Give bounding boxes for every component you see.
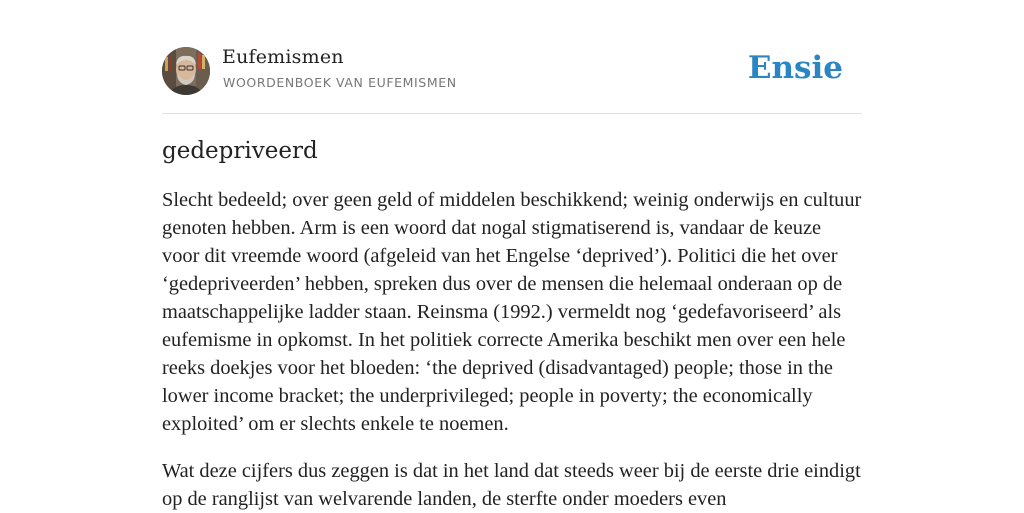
dictionary-subtitle[interactable]: WOORDENBOEK VAN EUFEMISMEN [223,75,457,90]
author-portrait-icon [162,47,210,95]
dictionary-title[interactable]: Eufemismen [222,46,344,68]
avatar[interactable] [162,47,210,95]
ensie-logo[interactable]: Ensie [747,50,843,86]
entry-paragraph-2: Wat deze cijfers dus zeggen is dat in het land dat steeds weer bij de eerste drie eindigt op de ranglijst van welvarende landen, de sterfte onder moeders even [162,460,861,510]
entry-term: gedepriveerd [162,138,318,164]
page [162,0,862,513]
entry-paragraph-1: Slecht bedeeld; over geen geld of middelen beschikkend; weinig onderwijs en cultuur genoten hebben. Arm is een woord dat nogal stigmatiserend is, vandaar de keuze voor dit vreemde woord (afgeleid van het Engelse ‘deprived’). Politici die het over ‘gedepriveerden’ hebben, spreken dus over de mensen die helemaal onderaan op de maatschappelijke ladder staan. Reinsma (1992.) vermeldt nog ‘gedefavoriseerd’ als eufemisme in opkomst. In het politiek correcte Amerika beschikt men over een hele reeks doekjes voor het bloeden: ‘the deprived (disadvantaged) people; those in the lower income bracket; the underprivileged; people in poverty; the economically exploited’ om er slechts enkele te noemen. [162,189,862,435]
header [162,0,862,114]
